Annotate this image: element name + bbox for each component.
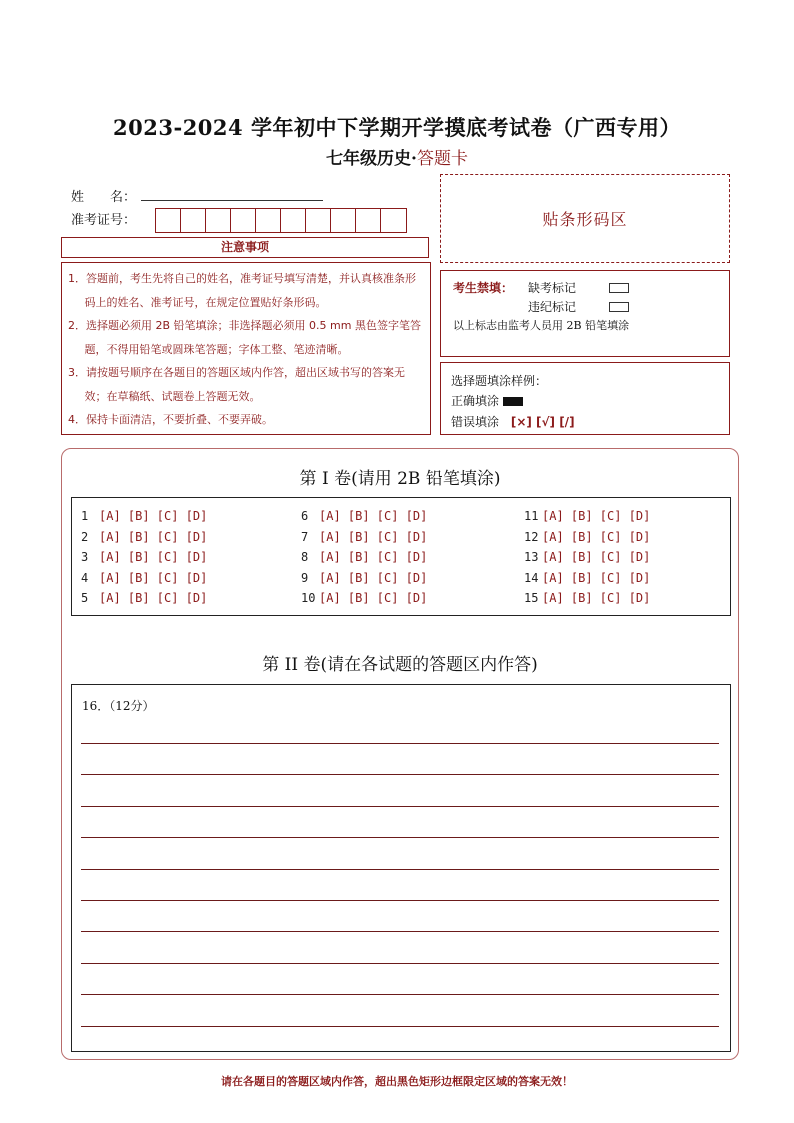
answer-options[interactable]: [A] [B] [C] [D]: [542, 570, 651, 585]
question-number: 3: [81, 550, 89, 565]
answer-line: [81, 963, 719, 964]
question-number: 15: [524, 591, 539, 606]
notice-item-2: 2．选择题必须用 2B 铅笔填涂；非选择题必须用 0.5 mm 黑色签字笔答题，不得用铅笔或圆珠笔答题；字体工整、笔迹清晰。: [68, 319, 421, 356]
notice-item-1: 1．答题前，考生先将自己的姓名，准考证号填写清楚，并认真核准条形码上的姓名、准考证号，在规定位置贴好条形码。: [68, 272, 416, 309]
question-number: 1: [81, 509, 89, 523]
notice-heading: 注意事项: [61, 237, 429, 258]
notice-item-4: 4．保持卡面清洁，不要折叠、不要弄破。: [68, 413, 273, 426]
question-16-label: 16．（12分）: [82, 699, 155, 713]
choice-column-2: [301, 506, 427, 609]
name-field[interactable]: [141, 200, 323, 201]
violation-mark-box[interactable]: [609, 302, 629, 312]
exam-marks-label: 考生禁填：: [453, 281, 514, 295]
question-number: 10: [301, 591, 316, 606]
subtitle-suffix: 答题卡: [416, 149, 468, 169]
id-digit-box[interactable]: [206, 209, 231, 232]
answer-options[interactable]: [A] [B] [C] [D]: [99, 591, 208, 606]
question-number: 8: [301, 550, 309, 565]
choice-row[interactable]: [524, 568, 650, 589]
question-number: 13: [524, 550, 539, 565]
question-number: 6: [301, 509, 309, 523]
choice-row[interactable]: [524, 588, 650, 609]
subtitle-main: 七年级历史: [326, 149, 412, 169]
answer-options[interactable]: [A] [B] [C] [D]: [542, 591, 651, 606]
id-digit-box[interactable]: [256, 209, 281, 232]
answer-line: [81, 931, 719, 932]
choice-row[interactable]: [81, 547, 207, 568]
answer-options[interactable]: [A] [B] [C] [D]: [99, 509, 208, 523]
choice-row[interactable]: [524, 547, 650, 568]
question-number: 9: [301, 570, 309, 585]
choice-row[interactable]: [301, 588, 427, 609]
choice-row[interactable]: [81, 527, 207, 548]
choice-answer-box: [71, 497, 731, 616]
answer-options[interactable]: [A] [B] [C] [D]: [99, 529, 208, 544]
answer-options[interactable]: [A] [B] [C] [D]: [319, 591, 428, 606]
question-number: 12: [524, 529, 539, 544]
id-digit-box[interactable]: [281, 209, 306, 232]
subtitle-dot: ·: [411, 149, 417, 169]
choice-row[interactable]: [301, 527, 427, 548]
answer-options[interactable]: [A] [B] [C] [D]: [542, 509, 651, 523]
wrong-fill-samples: [×] [√] [/]: [510, 415, 575, 429]
answer-options[interactable]: [A] [B] [C] [D]: [319, 550, 428, 565]
question-number: 11: [524, 509, 539, 523]
barcode-area: [440, 174, 730, 263]
id-digit-box[interactable]: [181, 209, 206, 232]
question-number: 7: [301, 529, 309, 544]
fill-sample-box: [440, 362, 730, 435]
absent-mark-box[interactable]: [609, 283, 629, 293]
answer-line: [81, 869, 719, 870]
page-title: 2023-2024 学年初中下学期开学摸底考试卷（广西专用）: [113, 115, 681, 140]
id-digit-box[interactable]: [331, 209, 356, 232]
exam-marks-note: 以上标志由监考人员用 2B 铅笔填涂: [453, 319, 630, 332]
choice-row[interactable]: [301, 547, 427, 568]
choice-row[interactable]: [81, 588, 207, 609]
question-number: 4: [81, 570, 89, 585]
id-digit-box[interactable]: [356, 209, 381, 232]
absent-label: 缺考标记: [528, 281, 577, 295]
essay-answer-box[interactable]: [71, 684, 731, 1052]
answer-options[interactable]: [A] [B] [C] [D]: [319, 509, 428, 523]
id-digit-box[interactable]: [381, 209, 406, 232]
choice-row[interactable]: [301, 506, 427, 527]
section1-title: 第 I 卷(请用 2B 铅笔填涂): [299, 469, 501, 489]
answer-options[interactable]: [A] [B] [C] [D]: [319, 570, 428, 585]
barcode-label: 贴条形码区: [542, 210, 628, 229]
id-digit-box[interactable]: [156, 209, 181, 232]
choice-row[interactable]: [524, 506, 650, 527]
answer-line: [81, 994, 719, 995]
section2-title: 第 II 卷(请在各试题的答题区内作答): [262, 655, 538, 675]
name-label: 姓 名：: [71, 190, 137, 205]
page-subtitle: [0, 144, 794, 169]
answer-line: [81, 806, 719, 807]
answer-options[interactable]: [A] [B] [C] [D]: [319, 529, 428, 544]
answer-line: [81, 900, 719, 901]
choice-row[interactable]: [81, 506, 207, 527]
id-digit-box[interactable]: [231, 209, 256, 232]
notice-box: [61, 262, 431, 435]
choice-row[interactable]: [81, 568, 207, 589]
question-number: 2: [81, 529, 89, 544]
correct-fill-sample: [503, 397, 523, 406]
question-number: 5: [81, 591, 89, 606]
fill-sample-title: 选择题填涂样例：: [451, 374, 548, 388]
answer-options[interactable]: [A] [B] [C] [D]: [99, 550, 208, 565]
wrong-fill-label: 错误填涂: [451, 415, 500, 429]
exam-marks-box: [440, 270, 730, 357]
choice-row[interactable]: [524, 527, 650, 548]
answer-options[interactable]: [A] [B] [C] [D]: [542, 529, 651, 544]
violation-label: 违纪标记: [528, 300, 577, 314]
notice-item-3: 3．请按题号顺序在各题目的答题区域内作答，超出区域书写的答案无效；在草稿纸、试题卷上答题无效。: [68, 366, 405, 403]
id-digit-box[interactable]: [306, 209, 331, 232]
correct-fill-label: 正确填涂: [451, 394, 500, 408]
choice-row[interactable]: [301, 568, 427, 589]
choice-column-1: [81, 506, 207, 609]
answer-options[interactable]: [A] [B] [C] [D]: [99, 570, 208, 585]
exam-id-boxes[interactable]: [155, 208, 407, 233]
choice-column-3: [524, 506, 650, 609]
question-number: 14: [524, 570, 539, 585]
answer-line: [81, 1026, 719, 1027]
answer-line: [81, 774, 719, 775]
answer-line: [81, 837, 719, 838]
answer-options[interactable]: [A] [B] [C] [D]: [542, 550, 651, 565]
answer-line: [81, 743, 719, 744]
id-label: 准考证号：: [71, 213, 137, 228]
footer-warning: 请在各题目的答题区域内作答，超出黑色矩形边框限定区域的答案无效！: [221, 1075, 573, 1088]
